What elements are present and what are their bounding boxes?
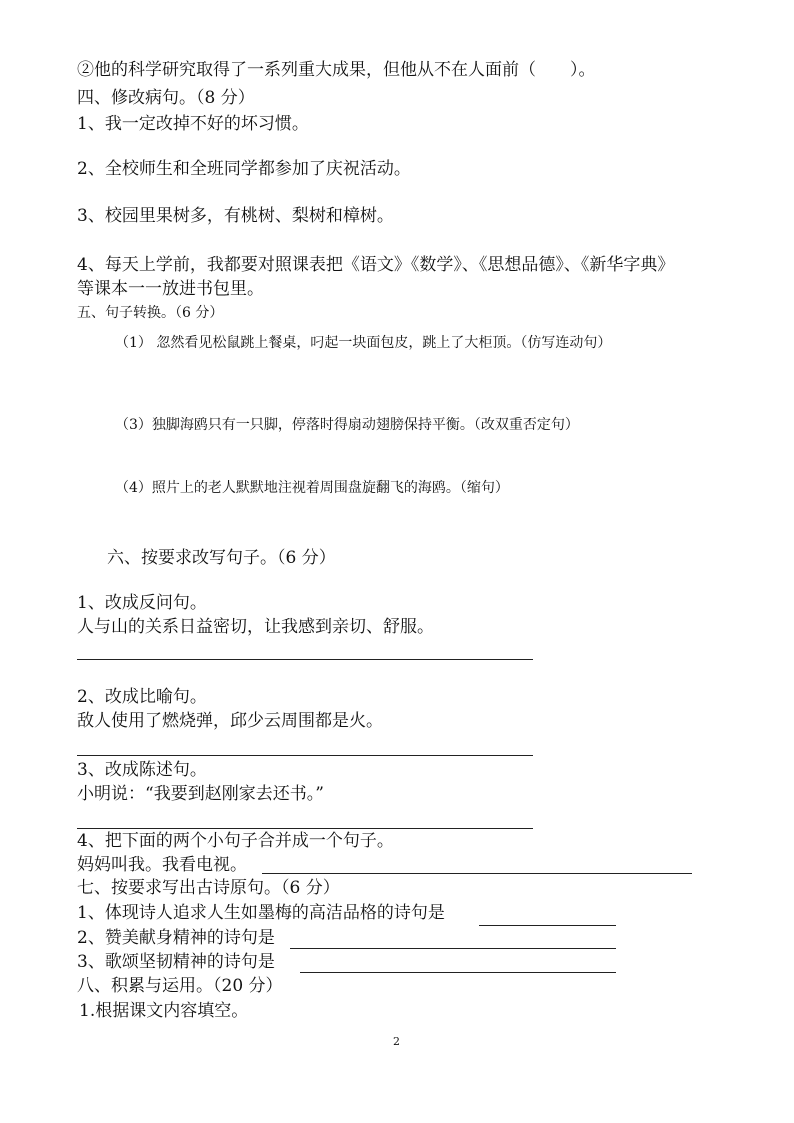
answer-line[interactable]: [479, 925, 616, 926]
answer-line[interactable]: [77, 828, 533, 829]
answer-line[interactable]: [262, 873, 692, 874]
question-text: 小明说：“我要到赵刚家去还书。”: [77, 784, 324, 804]
poem-item: 2、赞美献身精神的诗句是: [77, 928, 275, 948]
question-text: 人与山的关系日益密切，让我感到亲切、舒服。: [77, 617, 434, 637]
section-heading-4: 四、修改病句。（8 分）: [77, 88, 255, 108]
answer-line[interactable]: [77, 755, 533, 756]
section-heading-8: 八、积累与运用。（20 分）: [77, 976, 283, 996]
poem-item: 1、体现诗人追求人生如墨梅的高洁品格的诗句是: [77, 903, 445, 923]
answer-line[interactable]: [77, 659, 533, 660]
question-label: 3、改成陈述句。: [77, 760, 207, 780]
sentence-item: （4）照片上的老人默默地注视着周围盘旋翻飞的海鸥。（缩句）: [115, 480, 509, 496]
question-label: 1、改成反问句。: [77, 593, 207, 613]
question-text: 敌人使用了燃烧弹，邱少云周围都是火。: [77, 711, 383, 731]
sentence-item: 3、校园里果树多，有桃树、梨树和樟树。: [77, 206, 394, 226]
sentence-item-continued: 等课本一一放进书包里。: [77, 279, 264, 299]
question-text: 妈妈叫我。我看电视。: [77, 855, 247, 875]
sentence-item: 1、我一定改掉不好的坏习惯。: [77, 114, 309, 134]
sentence-item: 2、全校师生和全班同学都参加了庆祝活动。: [77, 159, 411, 179]
sentence-item: 4、每天上学前，我都要对照课表把《语文》《数学》、《思想品德》、《新华字典》: [77, 255, 675, 275]
section-heading-5: 五、句子转换。（6 分）: [77, 305, 224, 321]
question-label: 2、改成比喻句。: [77, 687, 207, 707]
answer-line[interactable]: [300, 972, 616, 973]
section-heading-7: 七、按要求写出古诗原句。（6 分）: [77, 878, 340, 898]
page-number: 2: [393, 1035, 400, 1048]
sentence-item: （1） 忽然看见松鼠跳上餐桌，叼起一块面包皮，跳上了大柜顶。（仿写连动句）: [115, 335, 612, 351]
poem-item: 3、歌颂坚韧精神的诗句是: [77, 952, 275, 972]
question-label: 4、把下面的两个小句子合并成一个句子。: [77, 831, 394, 851]
subsection-label: 1.根据课文内容填空。: [79, 1001, 249, 1021]
section-heading-6: 六、按要求改写句子。（6 分）: [107, 548, 336, 568]
question-line: ②他的科学研究取得了一系列重大成果，但他从不在人面前（ ）。: [77, 60, 596, 80]
sentence-item: （3）独脚海鸥只有一只脚，停落时得扇动翅膀保持平衡。（改双重否定句）: [115, 417, 579, 433]
answer-line[interactable]: [290, 948, 616, 949]
